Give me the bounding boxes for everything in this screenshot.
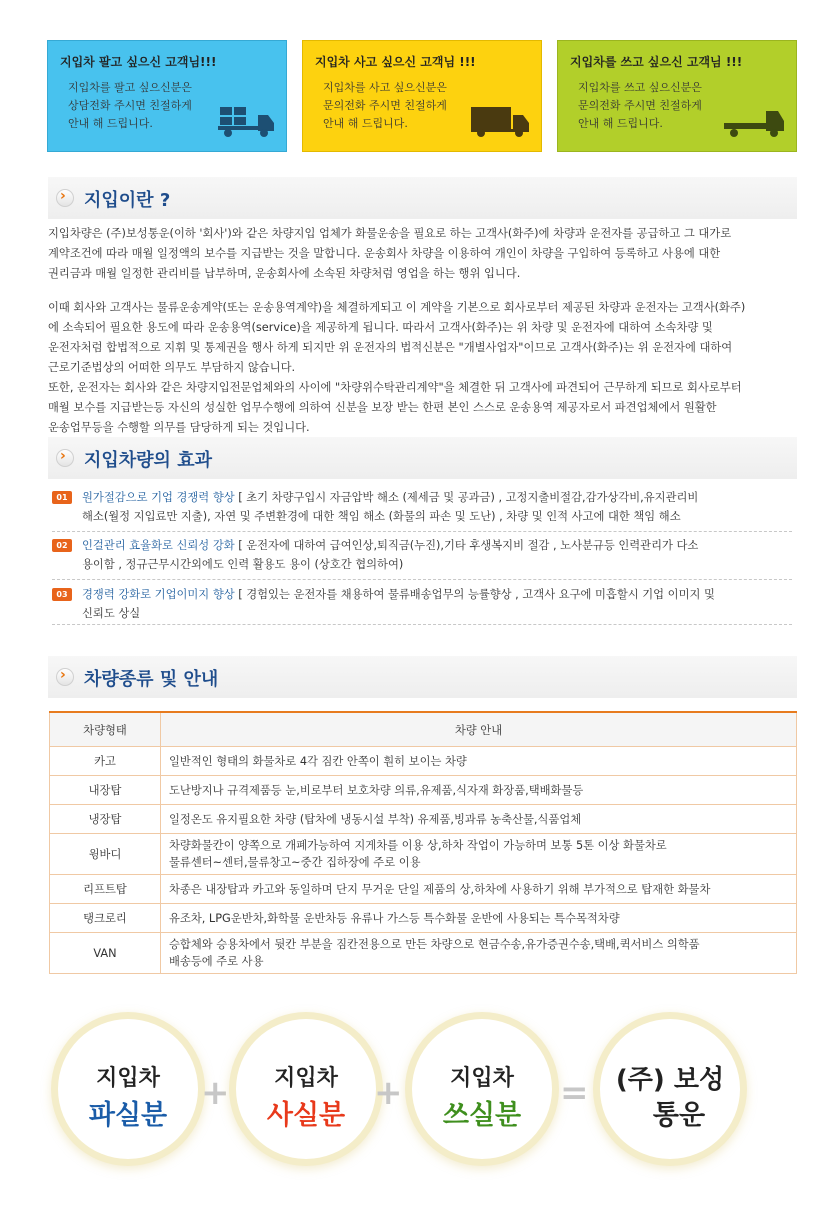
table-row bbox=[50, 776, 797, 805]
section-header-what-is-jiip bbox=[48, 177, 797, 219]
effect-text: [ 초기 차량구입시 자금압박 해소 (제세금 및 공과금) , 고정지출비절감,감가상각비,유지관리비 bbox=[234, 491, 699, 504]
effect-heading: 원가절감으로 기업 경쟁력 향상 bbox=[82, 491, 235, 504]
use-banner-line: 안내 해 드립니다. bbox=[578, 117, 663, 130]
table-row bbox=[50, 904, 797, 933]
flatbed-truck-icon bbox=[724, 103, 786, 139]
effect-text: [ 운전자에 대하여 급여인상,퇴직금(누진),기타 후생복지비 절감 , 노사분규등 인력관리가 다소 bbox=[234, 539, 699, 552]
use-banner-line: 문의전화 주시면 친절하게 bbox=[578, 99, 702, 112]
vehicle-type-cell: VAN bbox=[50, 933, 161, 974]
paragraph-line: 지입차량은 (주)보성통운(이하 '회사')와 같은 차량지입 업체가 화물운송을 필요로 하는 고객사(화주)에 차량과 운전자를 공급하고 그 대가로 bbox=[48, 227, 732, 240]
table-row bbox=[50, 875, 797, 904]
circle-highlight: 사실분 bbox=[266, 1100, 346, 1131]
vehicle-type-cell: 냉장탑 bbox=[50, 805, 161, 834]
chevron-right-icon: › bbox=[56, 449, 74, 467]
use-banner-title: 지입차를 쓰고 싶으신 고객님 !!! bbox=[570, 55, 743, 69]
vehicle-type-cell: 리프트탑 bbox=[50, 875, 161, 904]
circle-line: 지입차 bbox=[274, 1066, 338, 1091]
table-row bbox=[50, 747, 797, 776]
chevron-right-icon: › bbox=[56, 668, 74, 686]
sell-banner-line: 안내 해 드립니다. bbox=[68, 117, 153, 130]
section-title: 차량종류 및 안내 bbox=[84, 669, 219, 690]
sell-banner-title: 지입차 팔고 싶으신 고객님!!! bbox=[60, 55, 217, 69]
vehicle-desc-line: 배송등에 주로 사용 bbox=[169, 955, 264, 968]
paragraph-line: 에 소속되어 필요한 용도에 따라 운송용역(service)을 제공하게 됩니다. 따라서 고객사(화주)는 위 차량 및 운전자에 대하여 소속차량 및 bbox=[48, 321, 713, 334]
circle-line: 지입차 bbox=[96, 1066, 160, 1091]
paragraph-line: 운전자처럼 합법적으로 지휘 및 통제권을 행사 하게 되지만 위 운전자의 법적신분은 "개별사업자"이므로 고객사(화주)는 위 운전자에 대하여 bbox=[48, 341, 733, 354]
effect-number-badge: 01 bbox=[52, 491, 72, 504]
buy-circle bbox=[236, 1019, 376, 1159]
table-row bbox=[50, 834, 797, 875]
vehicle-desc-line: 물류센터~센터,물류창고~중간 집하장에 주로 이용 bbox=[169, 856, 421, 869]
table-row bbox=[50, 933, 797, 974]
plus-operator: + bbox=[201, 1073, 230, 1113]
effect-text: 용이함 , 정규근무시간외에도 인력 활용도 용이 (상호간 협의하여) bbox=[82, 558, 404, 571]
sell-banner-line: 지입차를 팔고 싶으신분은 bbox=[68, 81, 192, 94]
sell-banner-line: 상담전화 주시면 친절하게 bbox=[68, 99, 192, 112]
vehicle-desc-line: 차량화물칸이 양쪽으로 개폐가능하여 지게차를 이용 상,하차 작업이 가능하며 보통 5톤 이상 화물차로 bbox=[169, 839, 667, 852]
vehicle-type-cell: 내장탑 bbox=[50, 776, 161, 805]
paragraph-line: 매월 보수를 지급받는등 자신의 성실한 업무수행에 의하여 신분을 보장 받는 한편 본인 스스로 운송용역 제공자로서 파견업체에서 원활한 bbox=[48, 401, 717, 414]
paragraph-line: 운송업무등을 수행할 의무를 담당하게 되는 것입니다. bbox=[48, 421, 310, 434]
use-banner-line: 지입차를 쓰고 싶으신분은 bbox=[578, 81, 702, 94]
vehicle-type-cell: 윙바디 bbox=[50, 834, 161, 875]
effect-text: 신뢰도 상실 bbox=[82, 607, 141, 620]
buy-banner[interactable] bbox=[302, 40, 542, 152]
company-circle bbox=[600, 1019, 740, 1159]
sell-circle bbox=[58, 1019, 198, 1159]
vehicle-desc-cell: 유조차, LPG운반차,화학물 운반차등 유류나 가스등 특수화물 운반에 사용되는 특수목적차량 bbox=[161, 904, 797, 933]
circle-highlight: 쓰실분 bbox=[442, 1100, 522, 1131]
buy-banner-line: 안내 해 드립니다. bbox=[323, 117, 408, 130]
vehicle-desc-cell bbox=[161, 933, 797, 974]
paragraph-line: 계약조건에 따라 매월 일정액의 보수를 지급받는 것을 말합니다. 운송회사 차량을 이용하여 개인이 차량을 구입하여 등록하고 사용에 대한 bbox=[48, 247, 721, 260]
use-banner[interactable] bbox=[557, 40, 797, 152]
vehicle-desc-cell: 일정온도 유지필요한 차량 (탑차에 냉동시설 부착) 유제품,빙과류 농축산물,식품업체 bbox=[161, 805, 797, 834]
box-truck-icon bbox=[471, 103, 531, 139]
paragraph-line: 또한, 운전자는 회사와 같은 차량지입전문업체와의 사이에 "차량위수탁관리계약"을 체결한 뒤 고객사에 파견되어 근무하게 되므로 회사로부터 bbox=[48, 381, 742, 394]
divider bbox=[52, 531, 792, 532]
effect-number-badge: 02 bbox=[52, 539, 72, 552]
section-header-vehicle-types bbox=[48, 656, 797, 698]
vehicle-desc-cell: 차종은 내장탑과 카고와 동일하며 단지 무거운 단일 제품의 상,하차에 사용하기 위해 부가적으로 탑재한 화물차 bbox=[161, 875, 797, 904]
vehicle-type-table bbox=[49, 711, 797, 974]
equals-operator: = bbox=[560, 1073, 589, 1113]
divider bbox=[52, 624, 792, 625]
column-header: 차량형태 bbox=[50, 712, 161, 747]
column-header: 차량 안내 bbox=[161, 712, 797, 747]
effect-text: [ 경험있는 운전자를 채용하여 물류배송업무의 능률향상 , 고객사 요구에 미흡할시 기업 이미지 및 bbox=[234, 588, 715, 601]
effect-heading: 인걸관리 효율화로 신뢰성 강화 bbox=[82, 539, 235, 552]
vehicle-desc-cell: 일반적인 형태의 화물차로 4각 짐칸 안쪽이 훤히 보이는 차량 bbox=[161, 747, 797, 776]
effect-number-badge: 03 bbox=[52, 588, 72, 601]
buy-banner-line: 문의전화 주시면 친절하게 bbox=[323, 99, 447, 112]
divider bbox=[52, 579, 792, 580]
buy-banner-title: 지입차 사고 싶으신 고객님 !!! bbox=[315, 55, 476, 69]
company-name-line: 통운 bbox=[652, 1100, 706, 1131]
use-circle bbox=[412, 1019, 552, 1159]
vehicle-type-cell: 카고 bbox=[50, 747, 161, 776]
section-header-effects bbox=[48, 437, 797, 479]
effect-heading: 경쟁력 강화로 기업이미지 향상 bbox=[82, 588, 235, 601]
sell-banner[interactable] bbox=[47, 40, 287, 152]
section-title: 지입이란 ? bbox=[84, 190, 171, 211]
cargo-truck-icon bbox=[218, 103, 276, 139]
circle-highlight: 파실분 bbox=[88, 1100, 168, 1131]
chevron-right-icon: › bbox=[56, 189, 74, 207]
paragraph-line: 근로기준법상의 어떠한 의무도 부담하지 않습니다. bbox=[48, 361, 296, 374]
vehicle-desc-cell: 도난방지나 규격제품등 눈,비로부터 보호차량 의류,유제품,식자재 화장품,택배화물등 bbox=[161, 776, 797, 805]
table-header-row bbox=[50, 712, 797, 747]
circle-line: 지입차 bbox=[450, 1066, 514, 1091]
paragraph-line: 권리금과 매월 일정한 관리비를 납부하며, 운송회사에 소속된 차량처럼 영업을 하는 행위 입니다. bbox=[48, 267, 521, 280]
effect-text: 해소(월정 지입료만 지출), 자연 및 주변환경에 대한 책임 해소 (화물의 파손 및 도난) , 차량 및 인적 사고에 대한 책임 해소 bbox=[82, 510, 681, 523]
buy-banner-line: 지입차를 사고 싶으신분은 bbox=[323, 81, 447, 94]
vehicle-desc-cell bbox=[161, 834, 797, 875]
vehicle-type-cell: 탱크로리 bbox=[50, 904, 161, 933]
table-row bbox=[50, 805, 797, 834]
vehicle-desc-line: 승합체와 승용차에서 뒷칸 부분을 짐칸전용으로 만든 차량으로 현금수송,유가증권수송,택배,퀵서비스 의학품 bbox=[169, 938, 700, 951]
what-is-jiip-paragraph bbox=[48, 224, 818, 438]
company-name-line: (주) 보성 bbox=[615, 1065, 725, 1095]
paragraph-line: 이때 회사와 고객사는 물류운송계약(또는 운송용역계약)을 체결하게되고 이 계약을 기본으로 회사로부터 제공된 차량과 운전자는 고객사(화주) bbox=[48, 301, 746, 314]
plus-operator: + bbox=[374, 1073, 403, 1113]
section-title: 지입차량의 효과 bbox=[84, 450, 212, 471]
